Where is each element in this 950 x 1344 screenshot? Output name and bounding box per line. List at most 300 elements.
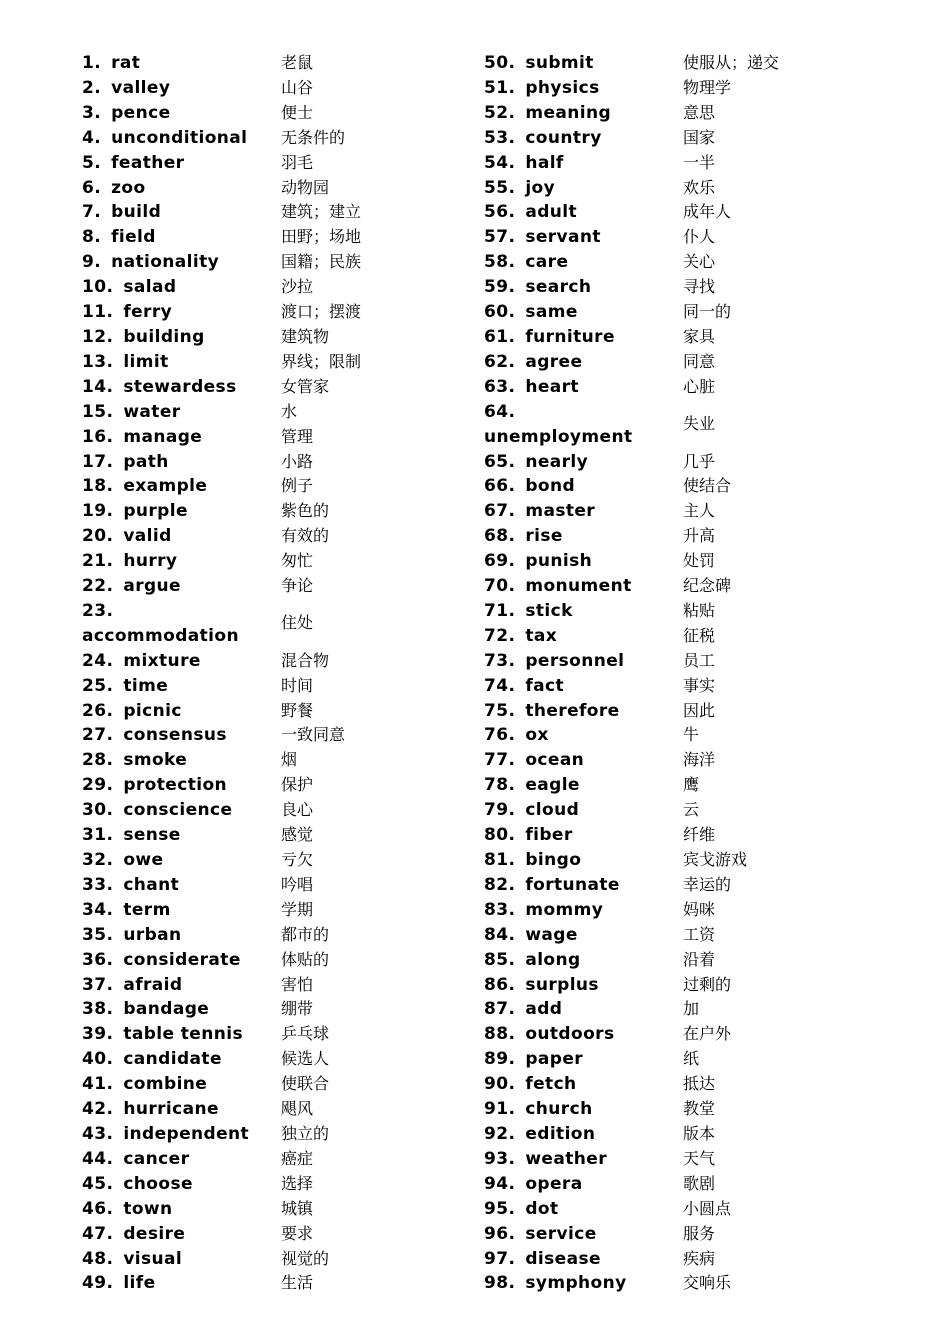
- vocab-number: 93.: [484, 1148, 516, 1169]
- vocab-word-text: unconditional: [111, 127, 248, 148]
- vocab-number: 14.: [82, 376, 114, 397]
- vocab-meaning: 使服从；递交: [683, 53, 780, 72]
- vocab-number: 53.: [484, 127, 516, 148]
- vocab-word: [484, 948, 581, 973]
- vocab-word: [82, 723, 227, 748]
- vocab-entry: [82, 572, 482, 597]
- vocab-meaning: 女管家: [281, 376, 330, 396]
- vocab-word: [484, 599, 573, 624]
- vocab-entry: [82, 721, 482, 746]
- vocab-entry: [82, 423, 482, 448]
- vocab-meaning: 疾病: [683, 1248, 716, 1268]
- vocab-meaning: 教堂: [683, 1099, 716, 1119]
- vocab-word-text: ocean: [525, 750, 585, 771]
- vocab-number: 82.: [484, 874, 516, 895]
- vocab-entry: [484, 946, 884, 971]
- vocab-word-text: heart: [525, 376, 579, 397]
- vocab-word: [82, 250, 219, 275]
- vocab-number: 36.: [82, 949, 114, 970]
- vocab-number: 62.: [484, 351, 516, 372]
- vocab-entry: [82, 821, 482, 846]
- vocab-entry: [82, 74, 482, 99]
- vocab-word-text: fact: [525, 675, 564, 696]
- vocab-word-text: picnic: [123, 700, 182, 721]
- vocab-meaning: 烟: [281, 750, 298, 770]
- vocab-meaning: 妈咪: [683, 899, 716, 919]
- vocab-word: [82, 823, 181, 848]
- vocab-word: [82, 1122, 249, 1147]
- vocab-word-text: town: [123, 1198, 173, 1219]
- vocab-number: 1.: [82, 53, 102, 73]
- vocab-meaning: 同意: [683, 351, 716, 371]
- vocab-word: [82, 848, 163, 873]
- vocab-word: [82, 1172, 193, 1197]
- vocab-meaning: 使结合: [683, 476, 732, 496]
- vocab-word-text: country: [525, 127, 602, 148]
- vocab-number: 39.: [82, 1024, 114, 1045]
- vocab-word-text: field: [111, 227, 156, 248]
- vocab-number: 52.: [484, 102, 516, 123]
- vocab-entry: [484, 771, 884, 796]
- vocab-word-text: life: [123, 1273, 156, 1294]
- vocab-word: [484, 624, 557, 649]
- vocab-meaning: 小圆点: [683, 1198, 732, 1218]
- vocab-number: 73.: [484, 650, 516, 671]
- vocab-word: [484, 873, 620, 898]
- vocab-entry: [484, 174, 884, 199]
- vocab-number: 61.: [484, 326, 516, 347]
- vocab-entry: [82, 672, 482, 697]
- vocab-word-text: consensus: [123, 725, 227, 746]
- vocab-entry: [82, 1020, 482, 1045]
- vocab-meaning: 在户外: [683, 1024, 732, 1044]
- vocab-entry: [484, 1269, 884, 1294]
- vocab-word-text: fetch: [525, 1074, 577, 1095]
- vocab-word-text: independent: [123, 1123, 250, 1144]
- vocab-meaning: 建筑；建立: [281, 202, 362, 222]
- vocab-entry: [82, 921, 482, 946]
- vocab-word: [484, 1122, 595, 1147]
- vocab-number: 71.: [484, 600, 516, 621]
- vocab-word-text: choose: [123, 1173, 193, 1194]
- vocab-meaning: 要求: [281, 1223, 314, 1243]
- vocab-word: [82, 1022, 243, 1047]
- vocab-number: 38.: [82, 999, 114, 1020]
- vocab-word-text: owe: [123, 850, 164, 871]
- vocab-word: [484, 649, 624, 674]
- vocab-word-text: outdoors: [525, 1024, 615, 1045]
- vocab-number: 57.: [484, 227, 516, 248]
- vocab-word: [484, 350, 582, 375]
- vocab-meaning: 纸: [683, 1049, 700, 1069]
- vocab-number: 2.: [82, 77, 102, 98]
- vocab-entry: [82, 647, 482, 672]
- vocab-number: 49.: [82, 1273, 114, 1294]
- vocab-entry: [82, 1220, 482, 1245]
- vocab-meaning: 住处: [281, 612, 314, 632]
- vocab-entry: [82, 1269, 482, 1294]
- vocab-entry: [82, 946, 482, 971]
- vocab-word: [484, 549, 592, 574]
- vocab-word-text: surplus: [525, 974, 599, 995]
- vocab-word: [484, 848, 581, 873]
- vocab-meaning: 选择: [281, 1173, 314, 1193]
- vocab-word-text: unemployment: [484, 426, 633, 447]
- vocab-meaning: 小路: [281, 451, 314, 471]
- vocab-word: [82, 1247, 182, 1272]
- vocab-meaning: 体贴的: [281, 949, 330, 969]
- vocab-word-text: chant: [123, 874, 180, 895]
- vocab-meaning: 云: [683, 800, 700, 820]
- vocab-number: 19.: [82, 501, 114, 522]
- vocab-entry: [484, 746, 884, 771]
- vocab-entry: [82, 273, 482, 298]
- vocab-word-text: punish: [525, 551, 593, 572]
- vocab-number: 65.: [484, 451, 516, 472]
- vocab-meaning: 家具: [683, 326, 716, 346]
- vocab-word: [82, 151, 184, 176]
- vocab-word-text: desire: [123, 1223, 186, 1244]
- vocab-word-text: protection: [123, 775, 228, 796]
- vocab-meaning: 寻找: [683, 277, 716, 297]
- vocab-number: 89.: [484, 1049, 516, 1070]
- vocab-number: 63.: [484, 376, 516, 397]
- vocab-entry: [484, 522, 884, 547]
- vocab-meaning: 吟唱: [281, 874, 314, 894]
- vocab-entry: [484, 921, 884, 946]
- vocab-entry: [484, 796, 884, 821]
- vocab-number: 95.: [484, 1198, 516, 1219]
- vocab-entry: [82, 472, 482, 497]
- vocab-meaning: 有效的: [281, 526, 330, 546]
- vocab-number: 9.: [82, 252, 102, 273]
- vocab-entry: [484, 672, 884, 697]
- vocab-entry: [82, 373, 482, 398]
- vocab-word: [82, 325, 205, 350]
- vocab-word: [82, 1097, 219, 1122]
- vocab-entry: [484, 597, 884, 622]
- vocab-entry: [484, 298, 884, 323]
- vocab-word-text: master: [525, 501, 596, 522]
- vocab-meaning: 抵达: [683, 1074, 716, 1094]
- vocab-entry: [484, 198, 884, 223]
- vocab-word: [82, 126, 247, 151]
- vocab-meaning: 使联合: [281, 1074, 330, 1094]
- vocab-entry: [484, 497, 884, 522]
- vocab-entry: [484, 49, 884, 74]
- vocab-meaning: 幸运的: [683, 874, 732, 894]
- vocab-word-text: rise: [525, 526, 563, 547]
- vocab-meaning: 独立的: [281, 1123, 330, 1143]
- vocab-word-text: valley: [111, 77, 171, 98]
- vocab-word: [82, 76, 170, 101]
- vocab-meaning: 主人: [683, 501, 716, 521]
- vocab-word-text: paper: [525, 1049, 584, 1070]
- vocab-number: 92.: [484, 1123, 516, 1144]
- vocab-word: [82, 400, 181, 425]
- vocab-number: 94.: [484, 1173, 516, 1194]
- vocab-entry: [484, 149, 884, 174]
- vocab-word: [484, 275, 591, 300]
- vocab-word: [484, 1072, 577, 1097]
- vocab-entry: [484, 572, 884, 597]
- vocab-word: [82, 1147, 189, 1172]
- vocab-meaning: 心脏: [683, 376, 716, 396]
- vocab-word: [484, 674, 564, 699]
- vocab-word: [82, 1197, 173, 1222]
- vocab-word-text: feather: [111, 152, 185, 173]
- vocab-entry: [82, 223, 482, 248]
- vocab-word: [484, 101, 611, 126]
- vocab-meaning: 歌剧: [683, 1173, 716, 1193]
- vocab-number: 10.: [82, 277, 114, 298]
- vocab-number: 18.: [82, 476, 114, 497]
- vocab-word: [484, 1271, 627, 1296]
- vocab-number: 43.: [82, 1123, 114, 1144]
- vocab-entry: [82, 846, 482, 871]
- vocab-entry: [82, 149, 482, 174]
- vocab-word-text: edition: [525, 1123, 596, 1144]
- vocab-entry: [484, 1245, 884, 1270]
- vocab-word: [82, 225, 156, 250]
- vocab-meaning: 良心: [281, 800, 314, 820]
- vocab-entry: [484, 721, 884, 746]
- vocab-meaning: 例子: [281, 476, 314, 496]
- vocab-entry: [484, 846, 884, 871]
- vocab-meaning: 绷带: [281, 999, 314, 1019]
- vocab-meaning: 天气: [683, 1148, 716, 1168]
- vocab-meaning: 关心: [683, 252, 716, 272]
- vocab-meaning: 沙拉: [281, 277, 314, 297]
- vocab-meaning: 粘贴: [683, 600, 716, 620]
- vocab-meaning: 混合物: [281, 650, 330, 670]
- vocab-meaning: 癌症: [281, 1148, 314, 1168]
- vocab-word-text: disease: [525, 1248, 601, 1269]
- vocab-number: 20.: [82, 526, 114, 547]
- vocab-word: [82, 1271, 156, 1296]
- vocab-number: 46.: [82, 1198, 114, 1219]
- vocab-word: [484, 325, 615, 350]
- vocab-word-text: hurry: [123, 551, 178, 572]
- vocab-entry: [484, 1170, 884, 1195]
- vocab-word: [82, 176, 146, 201]
- vocab-entry: [82, 1120, 482, 1145]
- vocab-meaning: 国家: [683, 127, 716, 147]
- vocab-meaning: 成年人: [683, 202, 732, 222]
- vocab-word-text: adult: [525, 202, 578, 223]
- vocab-entry: [484, 1145, 884, 1170]
- vocab-meaning: 因此: [683, 700, 716, 720]
- vocab-number: 13.: [82, 351, 114, 372]
- vocab-word: [82, 773, 227, 798]
- vocab-meaning: 一致同意: [281, 725, 346, 745]
- vocab-word-text: mixture: [123, 650, 201, 671]
- vocab-number: 32.: [82, 850, 114, 871]
- vocab-entry: [484, 348, 884, 373]
- vocab-meaning: 建筑物: [281, 326, 330, 346]
- vocab-entry: [82, 198, 482, 223]
- vocab-word-text: salad: [123, 277, 177, 298]
- vocab-number: 96.: [484, 1223, 516, 1244]
- vocab-entry: [82, 871, 482, 896]
- vocab-number: 76.: [484, 725, 516, 746]
- vocab-word: [484, 898, 603, 923]
- vocab-number: 85.: [484, 949, 516, 970]
- vocab-entry: [484, 1120, 884, 1145]
- vocab-word: [82, 1047, 222, 1072]
- vocab-number: 6.: [82, 177, 102, 198]
- vocab-word: [484, 225, 601, 250]
- vocab-word: [82, 798, 232, 823]
- vocab-word: [484, 76, 600, 101]
- vocab-number: 45.: [82, 1173, 114, 1194]
- vocab-meaning: 保护: [281, 775, 314, 795]
- vocab-meaning: 宾戈游戏: [683, 850, 748, 870]
- vocab-number: 68.: [484, 526, 516, 547]
- vocab-word-text: service: [525, 1223, 597, 1244]
- vocab-number: 5.: [82, 152, 102, 173]
- vocab-word-text: ox: [525, 725, 549, 746]
- vocab-word-text: combine: [123, 1074, 208, 1095]
- vocab-meaning: 意思: [683, 102, 716, 122]
- vocab-entry: [484, 74, 884, 99]
- vocab-word: [484, 1247, 601, 1272]
- vocab-word-text: sense: [123, 825, 181, 846]
- vocab-word: [82, 375, 237, 400]
- vocab-meaning: 海洋: [683, 750, 716, 770]
- vocab-meaning: 水: [281, 401, 298, 421]
- vocab-word-text: purple: [123, 501, 188, 522]
- vocab-word-text: meaning: [525, 102, 612, 123]
- vocab-number: 79.: [484, 800, 516, 821]
- vocab-word: [484, 1147, 607, 1172]
- vocab-word-text: weather: [525, 1148, 607, 1169]
- vocab-entry: [484, 622, 884, 647]
- vocab-entry: [82, 99, 482, 124]
- vocab-word-text: bingo: [525, 850, 582, 871]
- vocab-meaning: 纤维: [683, 825, 716, 845]
- vocab-word-text: valid: [123, 526, 172, 547]
- vocab-word-text: fortunate: [525, 874, 620, 895]
- vocab-number: 40.: [82, 1049, 114, 1070]
- vocab-word-text: example: [123, 476, 208, 497]
- vocab-meaning: 失业: [683, 413, 716, 433]
- vocab-word-text: build: [111, 202, 162, 223]
- vocab-word-text: care: [525, 252, 569, 273]
- vocab-entry: [82, 971, 482, 996]
- vocab-word: [82, 948, 241, 973]
- vocab-word: [484, 151, 564, 176]
- vocab-word-text: cancer: [123, 1148, 190, 1169]
- vocab-number: 8.: [82, 227, 102, 248]
- vocab-word: [82, 748, 187, 773]
- vocab-meaning: 候选人: [281, 1049, 330, 1069]
- vocab-word-text: dot: [525, 1198, 559, 1219]
- vocab-word-text: servant: [525, 227, 601, 248]
- vocab-meaning: 几乎: [683, 451, 716, 471]
- vocab-word-text: agree: [525, 351, 583, 372]
- vocab-word: [484, 823, 573, 848]
- vocab-word-text: church: [525, 1099, 593, 1120]
- vocab-number: 51.: [484, 77, 516, 98]
- vocab-number: 16.: [82, 426, 114, 447]
- vocab-word: [82, 898, 171, 923]
- vocab-word-text: eagle: [525, 775, 580, 796]
- vocab-number: 72.: [484, 625, 516, 646]
- vocab-word: [82, 997, 209, 1022]
- vocab-word-text: symphony: [525, 1273, 627, 1294]
- vocab-meaning: 匆忙: [281, 551, 314, 571]
- vocab-meaning: 飓风: [281, 1099, 314, 1119]
- vocab-number: 47.: [82, 1223, 114, 1244]
- vocab-number: 50.: [484, 53, 516, 73]
- vocab-number: 98.: [484, 1273, 516, 1294]
- vocab-entry: [484, 1045, 884, 1070]
- vocab-number: 24.: [82, 650, 114, 671]
- vocab-meaning: 牛: [683, 725, 700, 745]
- vocab-number: 29.: [82, 775, 114, 796]
- vocab-word: [82, 350, 169, 375]
- vocab-word-text: physics: [525, 77, 600, 98]
- vocab-word-text: fiber: [525, 825, 573, 846]
- vocab-entry: [82, 49, 482, 74]
- vocab-meaning: 沿着: [683, 949, 716, 969]
- vocab-word-text: cloud: [525, 800, 580, 821]
- vocab-number: 30.: [82, 800, 114, 821]
- vocab-entry: [82, 597, 482, 647]
- vocab-word: [484, 250, 568, 275]
- vocab-word: [82, 674, 168, 699]
- vocab-number: 54.: [484, 152, 516, 173]
- vocab-number: 78.: [484, 775, 516, 796]
- vocab-entry: [484, 896, 884, 921]
- vocab-number: 58.: [484, 252, 516, 273]
- vocab-number: 80.: [484, 825, 516, 846]
- vocab-number: 59.: [484, 277, 516, 298]
- vocab-meaning: 老鼠: [281, 53, 314, 72]
- vocab-number: 83.: [484, 899, 516, 920]
- vocab-number: 23.: [82, 600, 114, 621]
- vocab-word: [484, 997, 562, 1022]
- vocab-number: 42.: [82, 1099, 114, 1120]
- vocab-entry: [82, 1095, 482, 1120]
- vocab-entry: [82, 124, 482, 149]
- vocab-word-text: building: [123, 326, 205, 347]
- vocab-word: [82, 699, 182, 724]
- vocab-word: [82, 599, 262, 649]
- vocab-word-text: manage: [123, 426, 203, 447]
- vocab-word: [484, 1172, 583, 1197]
- vocab-meaning: 城镇: [281, 1198, 314, 1218]
- vocab-word: [484, 1222, 597, 1247]
- vocab-entry: [484, 1020, 884, 1045]
- vocab-number: 7.: [82, 202, 102, 223]
- vocab-word-text: joy: [525, 177, 556, 198]
- vocab-number: 11.: [82, 302, 114, 323]
- vocab-meaning: 视觉的: [281, 1248, 330, 1268]
- vocab-word: [484, 798, 579, 823]
- vocab-number: 17.: [82, 451, 114, 472]
- vocab-meaning: 版本: [683, 1123, 716, 1143]
- vocab-meaning: 生活: [281, 1273, 314, 1293]
- vocab-meaning: 服务: [683, 1223, 716, 1243]
- vocab-word: [484, 923, 578, 948]
- vocabulary-column-left: [82, 49, 482, 1294]
- vocab-number: 56.: [484, 202, 516, 223]
- vocab-number: 55.: [484, 177, 516, 198]
- vocab-word: [484, 699, 620, 724]
- vocab-word: [82, 300, 172, 325]
